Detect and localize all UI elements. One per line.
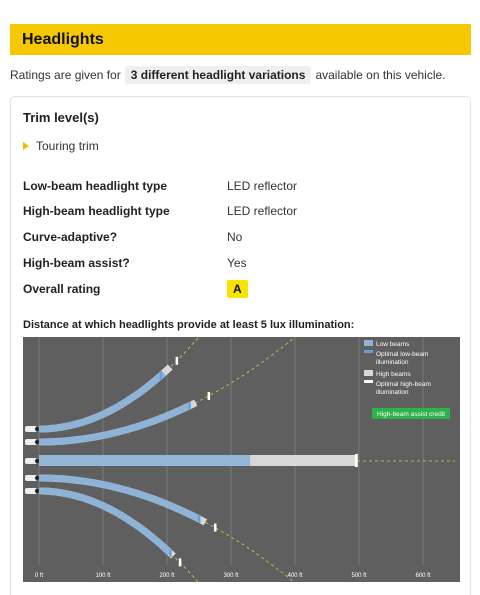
trim-title: Trim level(s)	[23, 110, 99, 125]
spec-value: Yes	[227, 256, 247, 270]
disclosure-triangle-icon	[23, 142, 29, 150]
optimal-high-beam-mark	[179, 558, 182, 566]
spec-high-beam-assist	[23, 256, 453, 270]
optimal-low-beam-mark	[198, 515, 201, 523]
legend-swatch	[364, 340, 373, 346]
x-tick-label: 500 ft	[351, 573, 367, 579]
spec-label: Curve-adaptive?	[23, 230, 118, 244]
x-tick-label: 400 ft	[287, 573, 303, 579]
legend-label: Low beams	[376, 341, 410, 348]
legend-swatch	[364, 370, 373, 376]
low-beam-bar	[39, 455, 250, 466]
spec-value: LED reflector	[227, 179, 298, 193]
section-title: Headlights	[22, 30, 104, 48]
legend-swatch	[364, 350, 373, 353]
spec-value: LED reflector	[227, 204, 298, 218]
headlight-icon	[35, 440, 39, 444]
optimal-high-beam-mark	[214, 524, 217, 532]
optimal-low-beam-mark	[160, 372, 163, 380]
optimal-low-beam-mark	[188, 402, 191, 410]
optimal-high-beam-mark	[176, 357, 179, 365]
headlight-distance-chart	[23, 337, 460, 582]
optimal-high-beam-mark	[355, 454, 358, 467]
x-tick-label: 100 ft	[95, 573, 111, 579]
headlight-icon	[35, 459, 39, 463]
high-beam-assist-label: High-beam assist credit	[377, 411, 445, 418]
legend-label: High beams	[376, 371, 411, 378]
legend-label: Optimal low-beam illumination	[376, 351, 429, 366]
section-header	[10, 24, 471, 55]
spec-low-beam-type	[23, 179, 453, 193]
rating-badge: A	[227, 280, 248, 298]
headlight-card	[10, 96, 471, 595]
trim-toggle[interactable]	[23, 139, 99, 153]
headlight-icon	[35, 489, 39, 493]
x-tick-label: 200 ft	[159, 573, 175, 579]
spec-label: Low-beam headlight type	[23, 179, 168, 193]
variations-highlight: 3 different headlight variations	[125, 66, 312, 84]
legend-swatch	[364, 380, 373, 383]
optimal-high-beam-mark	[208, 392, 211, 400]
spec-label: High-beam assist?	[23, 256, 130, 270]
distance-title: Distance at which headlights provide at least 5 lux illumination:	[23, 319, 355, 331]
ratings-prefix: Ratings are given for	[10, 68, 121, 82]
optimal-low-beam-mark	[169, 549, 172, 557]
x-tick-label: 600 ft	[415, 573, 431, 579]
spec-high-beam-type	[23, 204, 453, 218]
spec-value: No	[227, 230, 243, 244]
spec-overall-rating	[23, 280, 453, 298]
spec-curve-adaptive	[23, 230, 453, 244]
headlight-icon	[35, 427, 39, 431]
ratings-suffix: available on this vehicle.	[315, 68, 446, 82]
spec-label: High-beam headlight type	[23, 204, 170, 218]
x-tick-label: 300 ft	[223, 573, 239, 579]
headlight-icon	[35, 476, 39, 480]
trim-label: Touring trim	[36, 139, 99, 153]
x-tick-label: 0 ft	[34, 573, 44, 579]
ratings-line	[10, 66, 446, 84]
legend-label: Optimal high-beam illumination	[376, 381, 431, 396]
spec-label: Overall rating	[23, 282, 101, 296]
